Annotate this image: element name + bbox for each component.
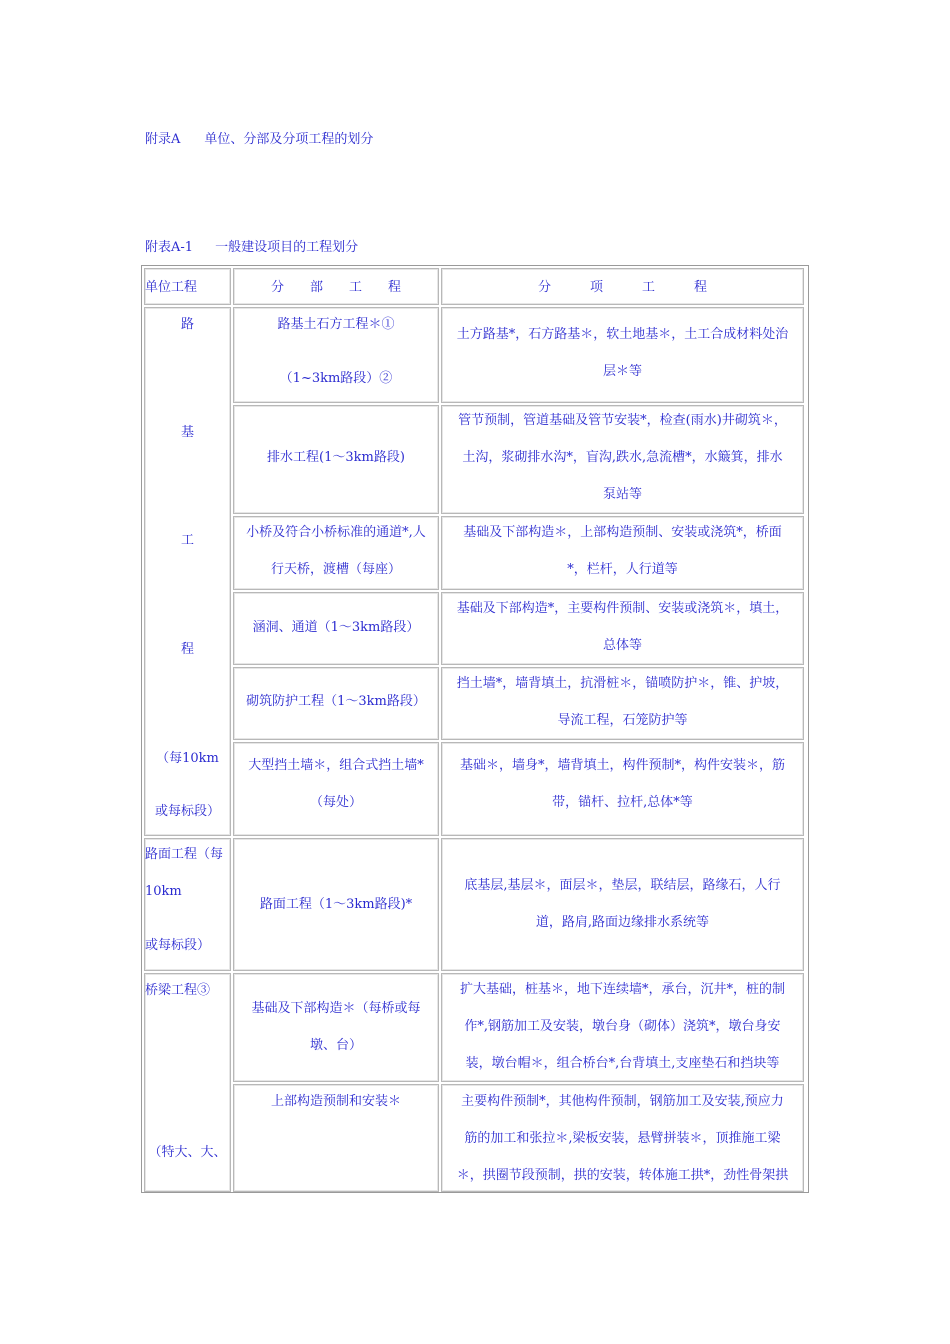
item-line: 底基层,基层＊，面层＊，垫层，联结层，路缘石，人行 bbox=[464, 878, 781, 893]
part-line: （每处） bbox=[309, 795, 362, 810]
item-cell bbox=[441, 838, 804, 971]
item-cell bbox=[441, 516, 804, 590]
unit-bridge-line: 桥梁工程③ bbox=[145, 983, 211, 998]
part-line: 墩、台） bbox=[309, 1038, 362, 1053]
unit-subgrade-char-1: 路 bbox=[180, 317, 194, 332]
item-line: 作*,钢筋加工及安装，墩台身（砌体）浇筑*，墩台身安 bbox=[464, 1019, 781, 1034]
item-cell bbox=[441, 667, 804, 740]
header-unit: 单位工程 bbox=[145, 280, 198, 295]
item-cell bbox=[441, 973, 804, 1082]
unit-subgrade-char-2: 基 bbox=[180, 425, 194, 440]
item-cell bbox=[441, 405, 804, 514]
part-cell bbox=[233, 742, 439, 836]
item-line: 挡土墙*，墙背填土，抗滑桩＊，锚喷防护＊，锥、护坡， bbox=[456, 676, 789, 691]
part-line: 大型挡土墙＊，组合式挡土墙* bbox=[248, 758, 424, 773]
unit-bridge-line: （特大、大、 bbox=[148, 1145, 227, 1160]
unit-subgrade-note-1: （每10km bbox=[156, 751, 219, 766]
part-cell bbox=[233, 516, 439, 590]
part-line: （1~3km路段）② bbox=[279, 371, 393, 386]
part-line: 行天桥，渡槽（每座） bbox=[270, 562, 401, 577]
part-line: 涵洞、通道（1～3km路段） bbox=[252, 620, 420, 635]
header-item: 分 项 工 程 bbox=[537, 280, 707, 295]
unit-pavement-line: 路面工程（每 bbox=[145, 847, 224, 862]
part-cell bbox=[233, 973, 439, 1082]
item-line: ＊，拱圈节段预制，拱的安装，转体施工拱*，劲性骨架拱 bbox=[456, 1168, 789, 1183]
unit-subgrade-char-4: 程 bbox=[180, 642, 194, 657]
item-line: 土沟，浆砌排水沟*，盲沟,跌水,急流槽*，水簸箕，排水 bbox=[462, 450, 783, 465]
item-line: 装，墩台帽＊，组合桥台*,台背填土,支座垫石和挡块等 bbox=[465, 1056, 780, 1071]
item-line: 道，路肩,路面边缘排水系统等 bbox=[535, 915, 710, 930]
unit-pavement-line: 10km bbox=[145, 884, 182, 899]
part-cell bbox=[233, 667, 439, 740]
part-cell bbox=[233, 838, 439, 971]
part-cell bbox=[233, 1084, 439, 1192]
item-cell bbox=[441, 307, 804, 403]
item-line: 基础及下部构造＊，上部构造预制、安装或浇筑*，桥面 bbox=[463, 525, 782, 540]
unit-pavement-cell bbox=[144, 838, 231, 971]
item-cell bbox=[441, 592, 804, 665]
item-line: 扩大基础，桩基＊，地下连续墙*，承台，沉井*，桩的制 bbox=[459, 982, 785, 997]
appendix-heading bbox=[145, 128, 373, 147]
part-line: 路基土石方工程＊① bbox=[277, 317, 395, 332]
part-line: 基础及下部构造＊（每桥或每 bbox=[251, 1001, 421, 1016]
item-line: 总体等 bbox=[602, 638, 642, 653]
header-part-cell bbox=[233, 268, 439, 305]
item-line: 导流工程，石笼防护等 bbox=[557, 713, 688, 728]
item-line: 筋的加工和张拉＊,梁板安装，悬臂拼装＊，顶推施工梁 bbox=[464, 1131, 781, 1146]
item-line: 带，锚杆、拉杆,总体*等 bbox=[552, 795, 693, 810]
part-line: 排水工程(1～3km路段) bbox=[267, 450, 405, 465]
item-line: 土方路基*，石方路基＊，软土地基＊，土工合成材料处治 bbox=[456, 327, 789, 342]
table-caption bbox=[145, 236, 358, 255]
appendix-title: 单位、分部及分项工程的划分 bbox=[204, 132, 374, 147]
item-cell bbox=[441, 742, 804, 836]
part-cell bbox=[233, 405, 439, 514]
unit-subgrade-note-2: 或每标段） bbox=[154, 804, 220, 819]
header-item-cell bbox=[441, 268, 804, 305]
item-line: 基础＊，墙身*，墙背填土，构件预制*，构件安装＊，筋 bbox=[459, 758, 785, 773]
header-part: 分 部 工 程 bbox=[270, 280, 401, 295]
item-line: 主要构件预制*，其他构件预制，钢筋加工及安装,预应力 bbox=[461, 1094, 784, 1109]
part-cell bbox=[233, 307, 439, 403]
part-line: 小桥及符合小桥标准的通道*,人 bbox=[246, 525, 426, 540]
item-line: 管节预制，管道基础及管节安装*，检查(雨水)井砌筑＊， bbox=[458, 413, 787, 428]
header-unit-cell bbox=[144, 268, 231, 305]
table-caption-title: 一般建设项目的工程划分 bbox=[215, 240, 359, 255]
item-line: *，栏杆，人行道等 bbox=[567, 562, 678, 577]
unit-pavement-line: 或每标段） bbox=[145, 938, 211, 953]
part-line: 路面工程（1～3km路段)* bbox=[259, 897, 413, 912]
part-line: 上部构造预制和安装＊ bbox=[270, 1094, 401, 1109]
table-caption-label: 附表A-1 bbox=[145, 240, 194, 255]
division-table bbox=[141, 265, 809, 1193]
part-cell bbox=[233, 592, 439, 665]
item-cell bbox=[441, 1084, 804, 1192]
item-line: 层＊等 bbox=[602, 364, 642, 379]
part-line: 砌筑防护工程（1～3km路段） bbox=[246, 694, 426, 709]
appendix-label: 附录A bbox=[145, 132, 181, 147]
item-line: 基础及下部构造*，主要构件预制、安装或浇筑＊，填土， bbox=[456, 601, 789, 616]
item-line: 泵站等 bbox=[602, 487, 642, 502]
unit-subgrade-char-3: 工 bbox=[180, 533, 194, 548]
unit-bridge-cell bbox=[144, 973, 231, 1192]
unit-subgrade-cell bbox=[144, 307, 231, 836]
